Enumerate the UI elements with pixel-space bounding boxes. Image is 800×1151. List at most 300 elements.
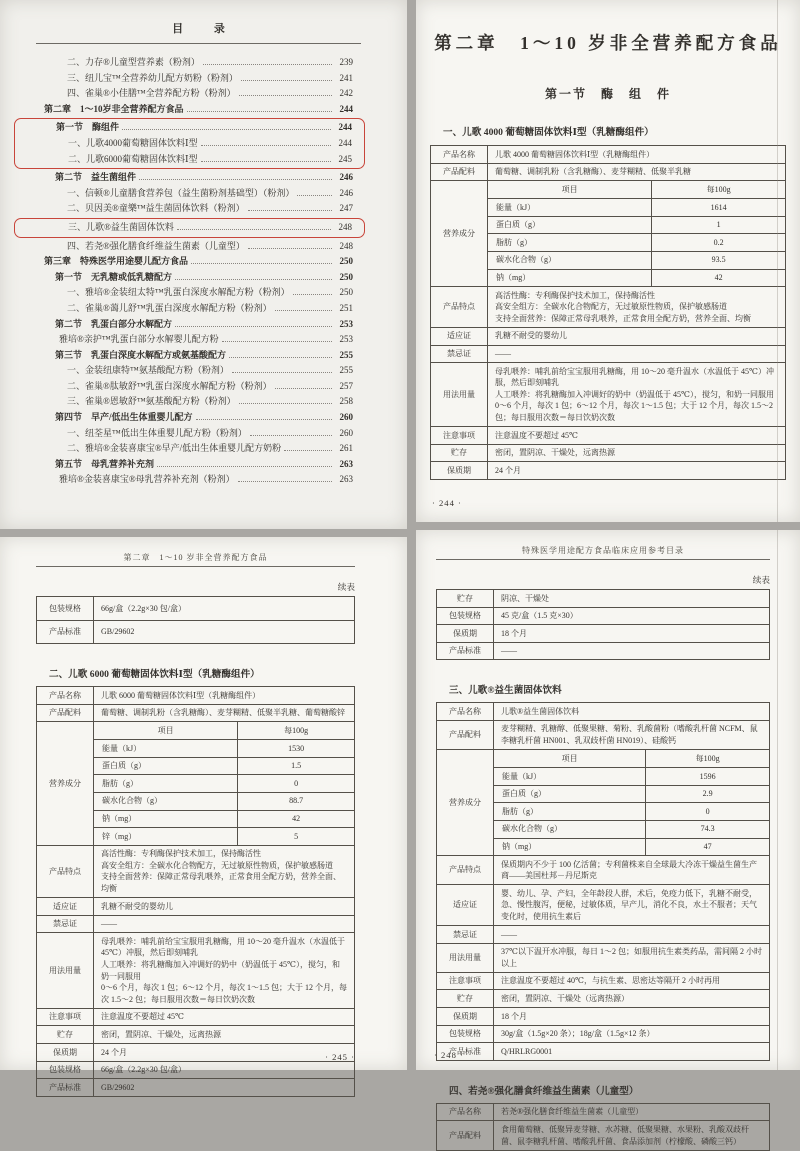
table-row-content: 密闭，置阴凉、干燥处（远离热源）	[501, 993, 629, 1003]
table-row	[437, 884, 769, 925]
table-row-label: 适应证	[431, 328, 488, 345]
table-row-content: 保质期内不少于 100 亿活菌；专利菌株来自全球最大冷冻干燥益生菌生产商——美国杜邦－丹尼斯克	[501, 859, 757, 881]
toc-entry-label: 二、儿歌6000葡萄糖固体饮料Ⅰ型	[68, 153, 198, 164]
nutrient-name: 碳水化合物（g）	[102, 796, 162, 806]
table-row-label: 包装规格	[437, 608, 494, 625]
nutrient-name: 脂肪（g）	[496, 237, 532, 247]
nutrient-value: 1614	[651, 199, 785, 216]
nutrition-row	[94, 757, 354, 775]
table-row-label: 产品特点	[431, 287, 488, 327]
toc-page-number: 246	[339, 187, 353, 198]
nutrient-name: 钠（mg）	[496, 273, 531, 283]
toc-entry	[45, 220, 352, 236]
toc-leader-dots	[201, 145, 331, 146]
table-row-content: 66g/盒（2.2g×30 包/盒）	[101, 1065, 186, 1075]
nutrition-row	[488, 233, 785, 251]
table-row	[37, 1025, 354, 1043]
content-line: 母乳喂养：哺乳前给宝宝服用乳糖酶，用 10～20 毫升温水（水温低于 45℃）冲服，然后即刻哺乳	[495, 366, 774, 388]
table-row-content: 66g/盒（2.2g×30 包/盒）	[101, 603, 186, 613]
table-row	[431, 461, 785, 479]
table-row-label: 贮存	[437, 590, 494, 607]
table-row	[37, 915, 354, 933]
toc-page-number: 244	[338, 122, 352, 133]
toc-page-number: 253	[339, 334, 353, 345]
nutrient-value: 42	[237, 811, 354, 828]
table-row	[37, 1008, 354, 1026]
table-row	[437, 1104, 769, 1121]
table-row-content: 注意温度不要超过 45℃	[495, 430, 578, 440]
toc-leader-dots	[239, 95, 332, 96]
toc-leader-dots	[175, 326, 332, 327]
toc-entry	[44, 332, 353, 348]
toc-entry	[44, 410, 353, 426]
product-spec-table	[436, 702, 770, 1060]
nutrient-value: 1530	[237, 740, 354, 757]
content-line: 人工喂养：将乳糖酶加入冲调好的奶中（奶温低于 45℃），搅匀，和奶一同服用	[495, 389, 774, 399]
table-row-content	[488, 287, 785, 327]
toc-entry-label: 第三节 乳蛋白深度水解配方或氨基酸配方	[55, 349, 227, 360]
toc-page-number: 244	[338, 137, 352, 148]
table-row	[431, 362, 785, 426]
nutrient-value: 47	[645, 839, 769, 856]
toc-entry-label: 第一节 无乳糖或低乳糖配方	[55, 271, 173, 282]
nutrition-row	[94, 827, 354, 845]
toc-entry	[44, 394, 353, 410]
nutrition-header-row	[94, 722, 354, 739]
nutrition-row	[494, 785, 769, 803]
table-row-label: 产品标准	[437, 643, 494, 660]
nutrition-header-row	[494, 750, 769, 767]
table-row-label: 注意事项	[437, 973, 494, 990]
toc-page-number: 263	[339, 458, 353, 469]
running-header: 特殊医学用途配方食品临床应用参考目录	[522, 546, 684, 555]
content-line: 高活性酶：专利酶保护技术加工，保持酶活性	[495, 290, 655, 300]
table-row-content	[488, 363, 785, 426]
table-row-label: 营养成分	[437, 750, 494, 855]
content-line: 支持全面营养：保障正常母乳喂养，正常食用全配方奶，营养全面、均衡	[495, 313, 751, 323]
nutrient-name: 蛋白质（g）	[502, 789, 546, 799]
nutrient-name: 蛋白质（g）	[496, 220, 540, 230]
table-row-content: 密闭，置阴凉、干燥处，远离热源	[101, 1029, 221, 1039]
table-row	[437, 989, 769, 1007]
nutrition-header-per100g: 每100g	[237, 722, 354, 739]
toc-entry-label: 一、信顿®儿童膳食营养包（益生菌粉剂基础型）（粉剂）	[67, 187, 295, 198]
nutrition-row	[488, 251, 785, 269]
nutrient-value: 0	[237, 775, 354, 792]
nutrition-header-per100g: 每100g	[651, 181, 785, 198]
table-row	[437, 607, 769, 625]
nutrition-row	[494, 838, 769, 856]
table-row	[437, 590, 769, 607]
table-row	[37, 687, 354, 704]
running-header-rule	[436, 559, 770, 560]
toc-entry	[44, 201, 353, 217]
toc-page-number: 253	[339, 318, 353, 329]
toc-leader-dots	[239, 403, 332, 404]
toc-leader-dots	[293, 294, 332, 295]
table-row-content: 乳糖不耐受的婴幼儿	[101, 901, 173, 911]
toc-title-rule	[36, 43, 361, 44]
highlight-box	[14, 218, 365, 238]
table-row	[37, 704, 354, 722]
table-row-content: 阴凉、干燥处	[501, 593, 549, 603]
table-row	[437, 1042, 769, 1060]
toc-entry	[44, 426, 353, 442]
nutrient-value: 88.7	[237, 793, 354, 810]
table-row-label: 禁忌证	[37, 916, 94, 933]
nutrition-row	[488, 216, 785, 234]
nutrient-value: 2.9	[645, 786, 769, 803]
toc-entry	[44, 457, 353, 473]
nutrition-header-row	[488, 181, 785, 198]
table-row-label: 营养成分	[431, 181, 488, 286]
toc-page-number: 247	[339, 203, 353, 214]
toc-page-number: 241	[339, 72, 353, 83]
table-row-content: 37℃以下温开水冲服，每日 1～2 包；如服用抗生素类药品，需间隔 2 小时以上	[501, 947, 762, 968]
product-spec-table	[430, 145, 786, 480]
table-row	[431, 345, 785, 363]
table-row	[37, 897, 354, 915]
table-row-label: 产品名称	[37, 687, 94, 704]
toc-leader-dots	[284, 450, 332, 451]
table-row-label: 保质期	[37, 1044, 94, 1061]
table-row-label: 禁忌证	[431, 346, 488, 363]
toc-entry-label: 第一节 酶组件	[56, 122, 120, 133]
continued-spec-table	[36, 596, 355, 644]
table-row-content: 婴、幼儿、孕、产妇，全年龄段人群，术后，免疫力低下，乳糖不耐受，急、慢性腹泻，便秘，过敏体质，早产儿，消化不良，水土不服者；天气变化时，使用抗生素后	[501, 888, 757, 921]
nutrient-value: 93.5	[651, 252, 785, 269]
toc-leader-dots	[250, 435, 332, 436]
table-row-content: 密闭，置阴凉、干燥处，远离热源	[495, 448, 615, 458]
table-row	[37, 721, 354, 845]
toc-entry-label: 二、力存®儿童型营养素（粉剂）	[67, 57, 200, 67]
table-row	[437, 925, 769, 943]
toc-entry	[45, 136, 352, 152]
table-row-label: 用法用量	[37, 933, 94, 1008]
product-heading-2: 二、儿歌 6000 葡萄糖固体饮料Ⅰ型（乳糖酶组件）	[49, 669, 260, 680]
table-row-content: GB/29602	[101, 627, 135, 637]
nutrient-value: 0	[645, 803, 769, 820]
toc-page-number: 260	[339, 427, 353, 438]
toc-leader-dots	[232, 372, 332, 373]
table-row-label: 禁忌证	[437, 926, 494, 943]
table-row-content: Q/HRLRG0001	[501, 1046, 553, 1056]
toc-leader-dots	[241, 80, 332, 81]
toc-entry-label: 一、儿歌4000葡萄糖固体饮料Ⅰ型	[68, 137, 198, 148]
toc-page-number: 239	[339, 57, 353, 67]
nutrition-row	[94, 792, 354, 810]
nutrient-name: 碳水化合物（g）	[496, 255, 556, 265]
nutrient-value: 1.5	[237, 758, 354, 775]
nutrition-row	[494, 820, 769, 838]
toc-entry	[44, 472, 353, 488]
nutrition-row	[94, 739, 354, 757]
toc-leader-dots	[238, 481, 332, 482]
toc-entry	[44, 301, 353, 317]
table-row-label: 产品配料	[437, 1121, 494, 1149]
nutrition-header-item: 项目	[561, 753, 578, 763]
toc-page-number: 246	[339, 172, 353, 183]
nutrient-value: 1596	[645, 768, 769, 785]
table-row-label: 产品配料	[37, 705, 94, 722]
toc-entry-label: 二、雀巢®蔼儿舒™乳蛋白深度水解配方粉（粉剂）	[67, 302, 272, 313]
toc-entry-label: 一、纽荃星™低出生体重婴儿配方粉（粉剂）	[67, 427, 247, 438]
nutrient-value: 42	[651, 270, 785, 287]
table-row-content	[94, 846, 354, 897]
table-row-content: 葡萄糖、调制乳粉（含乳糖酶）、麦芽糊精、低聚半乳糖	[495, 167, 691, 177]
table-row-label: 注意事项	[37, 1009, 94, 1026]
table-row	[437, 703, 769, 720]
table-row-label: 包装规格	[437, 1026, 494, 1043]
toc-page	[0, 0, 407, 529]
table-row-content: 麦芽糊精、乳糖醇、低聚果糖、菊粉、乳酸菌粉（嗜酸乳杆菌 NCFM、鼠李糖乳杆菌 HN001、乳双歧杆菌 HN019）、硅酸钙	[501, 724, 758, 746]
table-row	[37, 620, 354, 643]
table-row	[431, 146, 785, 163]
table-row	[437, 1007, 769, 1025]
table-row-content	[94, 933, 354, 1008]
table-row-label: 适应证	[37, 898, 94, 915]
table-row	[437, 855, 769, 884]
table-row-content: ——	[501, 929, 517, 939]
toc-list	[44, 55, 353, 488]
page-245	[0, 537, 407, 1092]
table-row	[431, 180, 785, 286]
nutrient-name: 能量（kJ）	[102, 743, 142, 753]
table-row-label: 产品配料	[437, 721, 494, 749]
nutrient-value: 5	[237, 828, 354, 845]
page-number: · 244 ·	[432, 498, 462, 508]
toc-leader-dots	[201, 161, 331, 162]
running-header-rule	[36, 566, 355, 567]
table-row-label: 产品名称	[437, 703, 494, 720]
toc-leader-dots	[248, 210, 332, 211]
toc-page-number: 250	[339, 287, 353, 298]
table-row-content: 18 个月	[501, 628, 527, 638]
toc-leader-dots	[157, 466, 332, 467]
toc-page-number: 250	[339, 271, 353, 282]
table-row	[437, 972, 769, 990]
table-row-content	[488, 181, 785, 286]
table-row-content: 24 个月	[101, 1047, 127, 1057]
nutrition-header-per100g: 每100g	[645, 750, 769, 767]
toc-leader-dots	[203, 64, 332, 65]
table-row-label: 产品名称	[431, 146, 488, 163]
toc-entry	[44, 285, 353, 301]
nutrition-header-item: 项目	[561, 184, 578, 194]
table-row-content: 葡萄糖、调制乳粉（含乳糖酶）、麦芽糊精、低聚半乳糖、葡萄糖酸锌	[101, 708, 345, 718]
table-row-label: 产品特点	[37, 846, 94, 897]
table-row-label: 产品特点	[437, 856, 494, 884]
table-row-content: ——	[501, 646, 517, 656]
nutrient-name: 钠（mg）	[102, 814, 137, 824]
nutrient-name: 脂肪（g）	[502, 806, 538, 816]
table-row-content: 30g/盒（1.5g×20 条）；18g/盒（1.5g×12 条）	[501, 1029, 655, 1039]
nutrient-name: 碳水化合物（g）	[502, 824, 562, 834]
toc-entry-label: 三、纽儿宝™全营养幼儿配方奶粉（粉剂）	[67, 72, 238, 83]
table-row	[437, 749, 769, 855]
table-row-label: 包装规格	[37, 597, 94, 620]
table-row-content: 注意温度不要超过 40℃，与抗生素、思密达等隔开 2 小时再用	[501, 976, 720, 986]
nutrition-row	[94, 774, 354, 792]
toc-entry-label: 第三章 特殊医学用途婴儿配方食品	[44, 256, 189, 267]
nutrient-value: 74.3	[645, 821, 769, 838]
page-number: · 248 ·	[434, 1050, 464, 1060]
toc-page-number: 251	[339, 302, 353, 313]
toc-entry	[44, 102, 353, 118]
table-row-label: 注意事项	[431, 427, 488, 444]
toc-title: 目 录	[172, 23, 239, 35]
toc-page-number: 245	[338, 153, 352, 164]
content-line: 支持全面营养：保障正常母乳喂养，正常食用全配方奶，营养全面、均衡	[101, 872, 341, 894]
toc-entry-label: 三、雀巢®恩敏舒™氨基酸配方粉（粉剂）	[67, 396, 236, 407]
nutrition-row	[94, 810, 354, 828]
toc-entry-label: 二、贝因美®童樂™益生菌固体饮料（粉剂）	[67, 203, 245, 214]
toc-entry	[44, 317, 353, 333]
table-row	[431, 444, 785, 462]
toc-entry	[44, 441, 353, 457]
table-row-label: 产品名称	[437, 1104, 494, 1121]
toc-entry	[45, 152, 352, 168]
table-row-content: ——	[101, 919, 117, 929]
running-header: 第二章 1～10 岁非全营养配方食品	[123, 553, 268, 562]
table-row-label: 保质期	[437, 1008, 494, 1025]
nutrient-name: 能量（kJ）	[502, 771, 542, 781]
table-row-content: 乳糖不耐受的婴幼儿	[495, 331, 567, 341]
table-row-content: 24 个月	[495, 465, 521, 475]
product-heading-1: 一、儿歌 4000 葡萄糖固体饮料Ⅰ型（乳糖酶组件）	[443, 127, 654, 138]
table-row	[37, 1061, 354, 1079]
toc-leader-dots	[196, 419, 332, 420]
continued-spec-table	[436, 589, 770, 660]
toc-page-number: 248	[338, 221, 352, 232]
table-row	[431, 426, 785, 444]
table-row	[37, 1043, 354, 1061]
table-row-label: 贮存	[431, 445, 488, 462]
table-row	[37, 597, 354, 620]
content-line: 0～6 个月，每次 1 包；6～12 个月，每次 1～1.5 包；大于 12 个月，每次 1.5～2 包；每日服用次数＝每日饮奶次数	[101, 983, 347, 1004]
table-row-label: 营养成分	[37, 722, 94, 845]
page-number: · 245 ·	[325, 1052, 355, 1062]
toc-leader-dots	[248, 248, 332, 249]
nutrient-name: 锌（mg）	[102, 831, 137, 841]
toc-page-number: 260	[339, 412, 353, 423]
chapter-title: 第二章 1～10 岁非全营养配方食品	[434, 33, 782, 53]
toc-entry	[44, 363, 353, 379]
table-row	[437, 624, 769, 642]
table-row-content: 儿歌®益生菌固体饮料	[501, 706, 580, 716]
table-row-content: 儿歌 4000 葡萄糖固体饮料Ⅰ型（乳糖酶组件）	[495, 149, 655, 159]
toc-leader-dots	[187, 111, 332, 112]
page-244	[416, 0, 800, 522]
table-row-content	[494, 750, 769, 855]
nutrient-name: 能量（kJ）	[496, 202, 536, 212]
content-line: 0～6 个月，每次 1 包；6～12 个月，每次 1～1.5 包；大于 12 个月，每次 1.5～2 包；每日服用次数＝每日饮奶次数	[495, 401, 773, 422]
product-heading-4: 四、若尧®强化膳食纤维益生菌素（儿童型）	[449, 1085, 639, 1097]
table-row-label: 产品标准	[37, 1079, 94, 1096]
content-line: 人工喂养：将乳糖酶加入冲调好的奶中（奶温低于 45℃），搅匀，和奶一同服用	[101, 960, 340, 981]
toc-entry-label: 第四节 早产/低出生体重婴儿配方	[55, 412, 193, 423]
nutrition-row	[488, 198, 785, 216]
toc-entry-label: 第二章 1～10岁非全营养配方食品	[44, 103, 184, 114]
table-row	[431, 163, 785, 181]
table-row	[437, 1025, 769, 1043]
toc-leader-dots	[177, 229, 331, 230]
table-row	[437, 1120, 769, 1149]
toc-page-number: 242	[339, 88, 353, 99]
table-row	[437, 943, 769, 972]
content-line: 高安全组方：全碳水化合物配方，无过敏原性物质，保护敏感肠道	[495, 302, 727, 312]
table-row-label: 包装规格	[37, 1062, 94, 1079]
toc-page-number: 258	[339, 396, 353, 407]
toc-page-number: 263	[339, 474, 353, 485]
table-row	[437, 720, 769, 749]
product-heading-3: 三、儿歌®益生菌固体饮料	[449, 685, 562, 697]
continued-table-label: 续表	[337, 582, 355, 592]
highlight-box	[14, 118, 365, 169]
toc-entry	[44, 55, 353, 71]
toc-leader-dots	[297, 195, 332, 196]
toc-entry	[44, 186, 353, 202]
toc-entry-label: 二、雀巢®肽敏舒™乳蛋白深度水解配方粉（粉剂）	[67, 380, 272, 391]
content-line: 高活性酶：专利酶保护技术加工，保持酶活性	[101, 849, 261, 859]
toc-entry	[44, 71, 353, 87]
table-row-label: 保质期	[431, 462, 488, 479]
table-row-label: 用法用量	[431, 363, 488, 426]
table-row-label: 产品配料	[431, 164, 488, 181]
nutrition-row	[494, 767, 769, 785]
toc-leader-dots	[191, 263, 332, 264]
page-248	[416, 530, 800, 1146]
toc-entry	[44, 254, 353, 270]
toc-entry-label: 第二节 乳蛋白部分水解配方	[55, 318, 173, 329]
table-row-content: 儿歌 6000 葡萄糖固体饮料Ⅰ型（乳糖酶组件）	[101, 690, 261, 700]
product-spec-table	[36, 686, 355, 1097]
table-row-content: 注意温度不要超过 45℃	[101, 1012, 184, 1022]
table-row-label: 适应证	[437, 885, 494, 925]
toc-leader-dots	[229, 357, 332, 358]
toc-leader-dots	[275, 310, 332, 311]
toc-leader-dots	[122, 129, 331, 130]
content-line: 高安全组方：全碳水化合物配方，无过敏原性物质，保护敏感肠道	[101, 860, 333, 870]
toc-entry	[44, 379, 353, 395]
toc-entry-label: 第二节 益生菌组件	[55, 172, 137, 183]
toc-page-number: 255	[339, 365, 353, 376]
toc-entry	[44, 239, 353, 255]
toc-leader-dots	[139, 179, 332, 180]
table-row-label: 产品标准	[37, 621, 94, 643]
table-row	[437, 642, 769, 660]
table-row-label: 用法用量	[437, 944, 494, 972]
toc-entry	[44, 348, 353, 364]
toc-entry-label: 二、雅培®金装喜康宝®早产/低出生体重婴儿配方奶粉	[67, 443, 282, 454]
toc-entry	[44, 170, 353, 186]
table-row-content: 食用葡萄糖、低聚异麦芽糖、水苏糖、低聚果糖、水果粉、乳酸双歧杆菌、鼠李糖乳杆菌、嗜酸乳杆菌、食品添加剂（柠檬酸、磷酸三钙）	[501, 1124, 749, 1146]
toc-leader-dots	[275, 388, 332, 389]
toc-entry-label: 雅培®金装喜康宝®母乳营养补充剂（粉剂）	[59, 474, 235, 485]
toc-entry-label: 第五节 母乳营养补充剂	[55, 458, 155, 469]
nutrient-name: 钠（mg）	[502, 842, 537, 852]
product-spec-table	[436, 1103, 770, 1151]
table-row	[37, 845, 354, 897]
nutrition-row	[488, 269, 785, 287]
toc-entry	[44, 270, 353, 286]
table-row-label: 贮存	[37, 1026, 94, 1043]
table-row-label: 贮存	[437, 990, 494, 1007]
table-row	[37, 1078, 354, 1096]
continued-table-label: 续表	[752, 575, 770, 585]
toc-page-number: 257	[339, 380, 353, 391]
table-row-content: 18 个月	[501, 1011, 527, 1021]
